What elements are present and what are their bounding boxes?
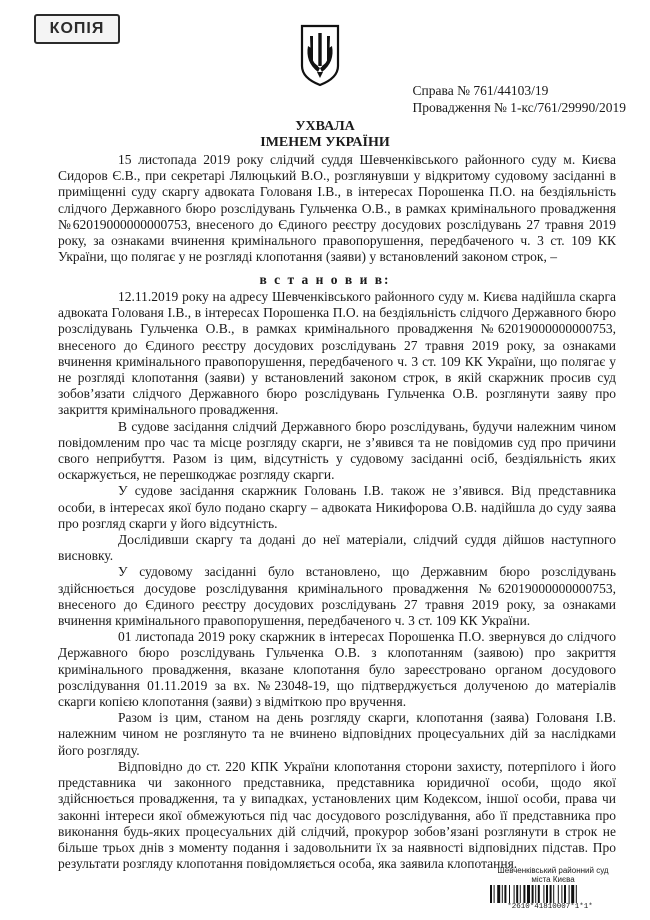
case-info xyxy=(413,82,626,116)
findings-block xyxy=(58,289,616,872)
section-heading: в с т а н о в и в: xyxy=(259,272,391,287)
paragraph: Дослідивши скаргу та додані до неї матеріали, слідчий суддя дійшов наступного висновку. xyxy=(58,532,616,564)
copy-stamp-label: КОПІЯ xyxy=(49,20,105,37)
document-subtitle: ІМЕНЕМ УКРАЇНИ xyxy=(260,135,390,150)
paragraph: 01 листопада 2019 року скаржник в інтересах Порошенка П.О. звернувся до слідчого Державного бюро розслідувань Гульченка О.В. з клопотанням (заявою) про закриття кримінального провадження, вказане клопотання було зареєстровано органом досудового розслідування 01.11.2019 за вх. №23048-19, що підтверджується долученою до матеріалів скарги копією клопотання (заяви) з відміткою про вручення. xyxy=(58,629,616,710)
paragraph: Відповідно до ст. 220 КПК України клопотання сторони захисту, потерпілого і його представника чи законного представника, представника юридичної особи, щодо якої здійснюється провадження, та у випадках, установлених цим Кодексом, іншої особи, права чи законні інтереси якої обмежуються під час досудового розслідування, або її представника про виконання будь-яких процесуальних дій слідчий, прокурор зобов’язані розглянути в строк не більше трьох днів з моменту подання і задовольнити їх за наявності відповідних підстав. Про результати розгляду клопотання повідомляється особа, яка заявила клопотання. xyxy=(58,758,616,872)
barcode-number: *2610*41810007*1*1* xyxy=(507,903,593,911)
paragraph: 12.11.2019 року на адресу Шевченківського районного суду м. Києва надійшла скарга адвоката Голованя І.В., в інтересах Порошенка П.О. на бездіяльність слідчого Державного бюро розслідувань Гульченка О.В., в рамках кримінального провадження №62019000000000753, внесеного до Єдиного реєстру досудових розслідувань 27 травня 2019 року, за ознаками вчинення кримінального правопорушення, передбаченого ч. 3 ст. 109 КК України, що полягає у не розгляді клопотання (заяви) у встановлений законом строк, в якій скаржник просив суд зобов’язати слідчого Державного бюро розслідувань Гульченка О.В. розглянути заяву про закриття кримінального провадження. xyxy=(58,289,616,418)
court-footer xyxy=(478,866,628,884)
proceeding-number: Провадження № 1-кс/761/29990/2019 xyxy=(412,100,626,115)
paragraph: У судове засідання скаржник Головань І.В. також не з’явився. Від представника особи, в інтересах якої було подано скаргу – адвоката Никифорова О.В. надійшла до суду заява про розгляд скарги у його відсутність. xyxy=(58,483,616,531)
copy-stamp xyxy=(34,14,120,44)
intro-block xyxy=(58,152,616,265)
court-city: міста Києва xyxy=(531,875,575,884)
barcode-icon xyxy=(490,885,620,903)
court-name: Шевченківський районний суд xyxy=(497,866,609,875)
case-number: Справа № 761/44103/19 xyxy=(412,83,549,98)
paragraph: У судовому засіданні було встановлено, що Державним бюро розслідувань здійснюється досудове розслідування кримінального провадження №62019000000000753, внесеного до Єдиного реєстру досудових розслідувань 27 травня 2019 року, за ознаками вчинення кримінального правопорушення, передбаченого ч. 3 ст. 109 КК України. xyxy=(58,564,616,629)
paragraph: Разом із цим, станом на день розгляду скарги, клопотання (заява) Голованя І.В. належним чином не розглянуто та не вчинено відповідних процесуальних дій за наслідками його розгляду. xyxy=(58,710,616,758)
document-title: УХВАЛА xyxy=(295,119,355,134)
paragraph: В судове засідання слідчий Державного бюро розслідувань, будучи належним чином повідомленим про час та місце розгляду скарги, не з’явився та не повідомив суд про причини свого неприбуття. Разом із цим, відсутність у судовому засіданні осіб, бездіяльність яких оскаржується, не перешкоджає розгляду скарги. xyxy=(58,418,616,483)
intro-paragraph: 15 листопада 2019 року слідчий суддя Шевченківського районного суду м. Києва Сидоров Є.В., при секретарі Лялюцький В.О., розглянувши у відкритому судовому засіданні в приміщенні суду скаргу адвоката Голованя І.В., в інтересах Порошенка П.О. на бездіяльність слідчого Державного бюро розслідувань Гульченка О.В., в рамках кримінального провадження №62019000000000753, внесеного до Єдиного реєстру досудових розслідувань 27 травня 2019 року, за ознаками вчинення кримінального правопорушення, передбаченого ч. 3 ст. 109 КК України, що полягає у не розгляді клопотання (заяви) у встановлений законом строк, – xyxy=(58,152,616,265)
trident-emblem-icon xyxy=(298,22,342,88)
